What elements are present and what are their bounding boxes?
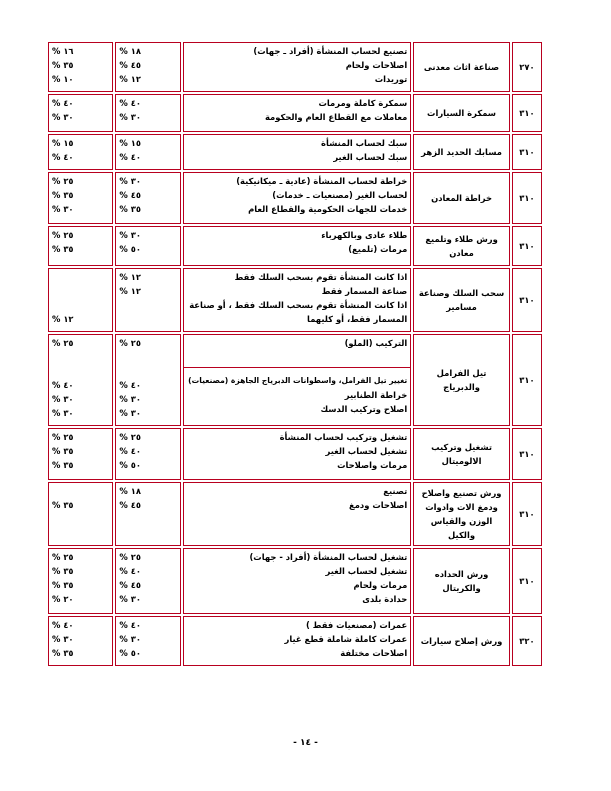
item-line: خدمات للجهات الحكومية والقطاع العام [248,204,408,214]
item-line: طلاء عادى وبالكهرباء [321,230,408,240]
activity-name: خراطة المعادن [413,172,510,224]
activity-code: ٣١٠ [512,94,542,132]
item-descriptions [183,226,411,266]
rate-column-2 [48,268,113,332]
rate-value: ٢٥ % [119,552,141,562]
rate-value: ٤٠ % [52,380,74,390]
rate-value: ٤٠ % [119,98,141,108]
item-descriptions [183,482,411,546]
table-row [48,548,542,614]
rate-value: ٢٠ % [52,594,74,604]
rate-value: ١٦ % [52,46,74,56]
activity-code: ٣١٠ [512,268,542,332]
item-descriptions [183,548,411,614]
item-descriptions [183,334,411,426]
rate-value: ٢٥ % [52,230,74,240]
rate-column-1 [115,226,180,266]
activity-name: ورش تصنيع واصلاح ودمغ الات وادوات الوزن والقياس والكيل [413,482,510,546]
rate-value: ٤٠ % [52,620,74,630]
activity-name: تشغيل وتركيب الالوميتال [413,428,510,480]
item-line: معاملات مع القطاع العام والحكومة [264,112,408,122]
rate-value: ٤٠ % [119,446,141,456]
rate-value: ٢٥ % [119,432,141,442]
item-line: تشغيل لحساب الغير [325,446,408,456]
item-line: مرمات ولحام [353,580,408,590]
item-descriptions [183,172,411,224]
item-line: خراطة الطنابير [344,390,408,400]
rate-value: ٣٠ % [119,112,141,122]
rate-value: ١٢ % [119,272,141,282]
item-line: سبك لحساب المنشأة [321,138,408,148]
rate-value: ٣٥ % [52,60,74,70]
table-row [48,268,542,332]
activity-code: ٣١٠ [512,172,542,224]
rate-value: ٥٠ % [119,460,141,470]
rate-column-1 [115,334,180,426]
rate-value: ٤٠ % [119,620,141,630]
item-line: خراطة لحساب المنشأة (عادية ـ ميكانيكية) [236,176,408,186]
table-row [48,226,542,266]
rate-value: ٢٥ % [119,338,141,348]
rate-value: ٣٠ % [52,112,74,122]
rate-value: ١٥ % [52,138,74,148]
rate-column-1 [115,134,180,170]
item-line: حدادة بلدى [362,594,408,604]
item-line: توريدات [374,74,408,84]
tax-rate-table [46,40,544,668]
activity-name: تيل الفرامل والدبرياج [413,334,510,426]
item-line: سبك لحساب الغير [333,152,408,162]
rate-value: ١٨ % [119,486,141,496]
rate-value: ٣٥ % [52,244,74,254]
rate-column-2 [48,172,113,224]
activity-name: ورش إصلاح سيارات [413,616,510,666]
activity-name: سمكرة السيارات [413,94,510,132]
item-line: اصلاحات ولحام [345,60,408,70]
rate-value: ٣٠ % [52,408,74,418]
rate-value: ١٢ % [119,286,141,296]
item-line: عمرات (مصنعيات فقط ) [305,620,408,630]
rate-value: ٣٠ % [119,408,141,418]
item-line: التركيب (الملو) [184,335,410,368]
rate-value: ٣٠ % [119,634,141,644]
rate-value: ٣٥ % [52,566,74,576]
table-row [48,482,542,546]
rate-column-2 [48,334,113,426]
activity-code: ٣١٠ [512,334,542,426]
activity-code: ٢٧٠ [512,42,542,92]
item-line: اصلاح وتركيب الدسك [320,404,408,414]
rate-column-2 [48,548,113,614]
rate-column-2 [48,42,113,92]
item-line: تصنيع لحساب المنشأة (أفراد ـ جهات) [253,46,408,56]
item-line: صناعة المسمار فقط [321,286,408,296]
item-line: سمكرة كاملة ومرمات [318,98,408,108]
table-row [48,172,542,224]
rate-value: ١٨ % [119,46,141,56]
table-row [48,42,542,92]
rate-value: ٣٥ % [52,446,74,456]
rate-value: ٥٠ % [119,244,141,254]
rate-column-2 [48,616,113,666]
activity-name: ورش الحداده والكريتال [413,548,510,614]
rate-value: ٤٥ % [119,60,141,70]
rate-value: ٣٠ % [52,394,74,404]
rate-column-1 [115,548,180,614]
rate-column-2 [48,134,113,170]
item-descriptions [183,94,411,132]
activity-name: ورش طلاء وتلميع معادن [413,226,510,266]
rate-value: ٣٠ % [119,594,141,604]
rate-column-2 [48,226,113,266]
rate-value: ٣٠ % [119,394,141,404]
table-row [48,334,542,426]
rate-column-1 [115,428,180,480]
rate-value: ٣٠ % [52,634,74,644]
rate-column-1 [115,42,180,92]
rate-value: ١٢ % [119,74,141,84]
rate-value: ٤٠ % [52,98,74,108]
rate-column-1 [115,268,180,332]
rate-value: ٤٥ % [119,580,141,590]
item-line: تغيير تيل الفرامل، واسطوانات الدبرياج الجاهزة (مصنعيات) [188,376,408,385]
rate-value: ٣٥ % [119,204,141,214]
item-line: تشغيل وتركيب لحساب المنشأة [279,432,408,442]
rate-value: ٣٠ % [119,176,141,186]
rate-value: ١٠ % [52,74,74,84]
rate-value: ٣٥ % [52,648,74,658]
item-line: اصلاحات مختلفة [340,648,408,658]
activity-name: سحب السلك وصناعة مسامير [413,268,510,332]
item-line: المسمار فقط، أو كليهما [307,314,408,324]
activity-code: ٣٢٠ [512,616,542,666]
rate-column-1 [115,94,180,132]
rate-value: ٤٠ % [119,566,141,576]
rate-value: ٣٥ % [52,500,74,510]
activity-code: ٣١٠ [512,226,542,266]
item-line: اذا كانت المنشأة تقوم بسحب السلك فقط [234,272,408,282]
item-line: عمرات كاملة شاملة قطع غيار [284,634,408,644]
item-descriptions [183,134,411,170]
rate-column-1 [115,172,180,224]
rate-value: ٤٥ % [119,500,141,510]
rate-column-2 [48,482,113,546]
rate-value: ٣٥ % [52,580,74,590]
rate-value: ١٢ % [52,314,74,324]
rate-value: ٤٠ % [52,152,74,162]
table-row [48,134,542,170]
rate-value: ٤٥ % [119,190,141,200]
activity-code: ٣١٠ [512,482,542,546]
activity-code: ٣١٠ [512,428,542,480]
rate-value: ٣٠ % [119,230,141,240]
rate-column-1 [115,482,180,546]
rate-value: ٣٥ % [52,460,74,470]
rate-value: ٢٥ % [52,338,74,348]
item-line: اذا كانت المنشأة تقوم بسحب السلك فقط ، أو صناعة [189,300,408,310]
item-line: مرمات واصلاحات [337,460,408,470]
rate-column-2 [48,428,113,480]
rate-column-1 [115,616,180,666]
page-number: - ١٤ - [293,738,318,748]
item-line: لحساب الغير (مصنعيات ـ خدمات) [272,190,408,200]
activity-code: ٣١٠ [512,134,542,170]
rate-value: ٤٠ % [119,152,141,162]
item-descriptions [183,42,411,92]
item-descriptions [183,616,411,666]
table-row [48,94,542,132]
rate-value: ٢٥ % [52,552,74,562]
rate-value: ٥٠ % [119,648,141,658]
activity-name: صناعة اثاث معدنى [413,42,510,92]
table-row [48,616,542,666]
rate-value: ٢٥ % [52,432,74,442]
rate-value: ٢٥ % [52,176,74,186]
rate-value: ٤٠ % [119,380,141,390]
item-line: تصنيع [383,486,408,496]
rate-value: ١٥ % [119,138,141,148]
item-descriptions [183,268,411,332]
item-descriptions [183,428,411,480]
activity-code: ٣١٠ [512,548,542,614]
rate-value: ٣٠ % [52,204,74,214]
item-line: اصلاحات ودمغ [349,500,408,510]
item-line: تشغيل لحساب المنشأة (أفراد - جهات) [249,552,408,562]
table-row [48,428,542,480]
item-line: مرمات (تلميع) [348,244,408,254]
rate-value: ٣٥ % [52,190,74,200]
rate-column-2 [48,94,113,132]
activity-name: مسابك الحديد الزهر [413,134,510,170]
item-line: تشغيل لحساب الغير [325,566,408,576]
